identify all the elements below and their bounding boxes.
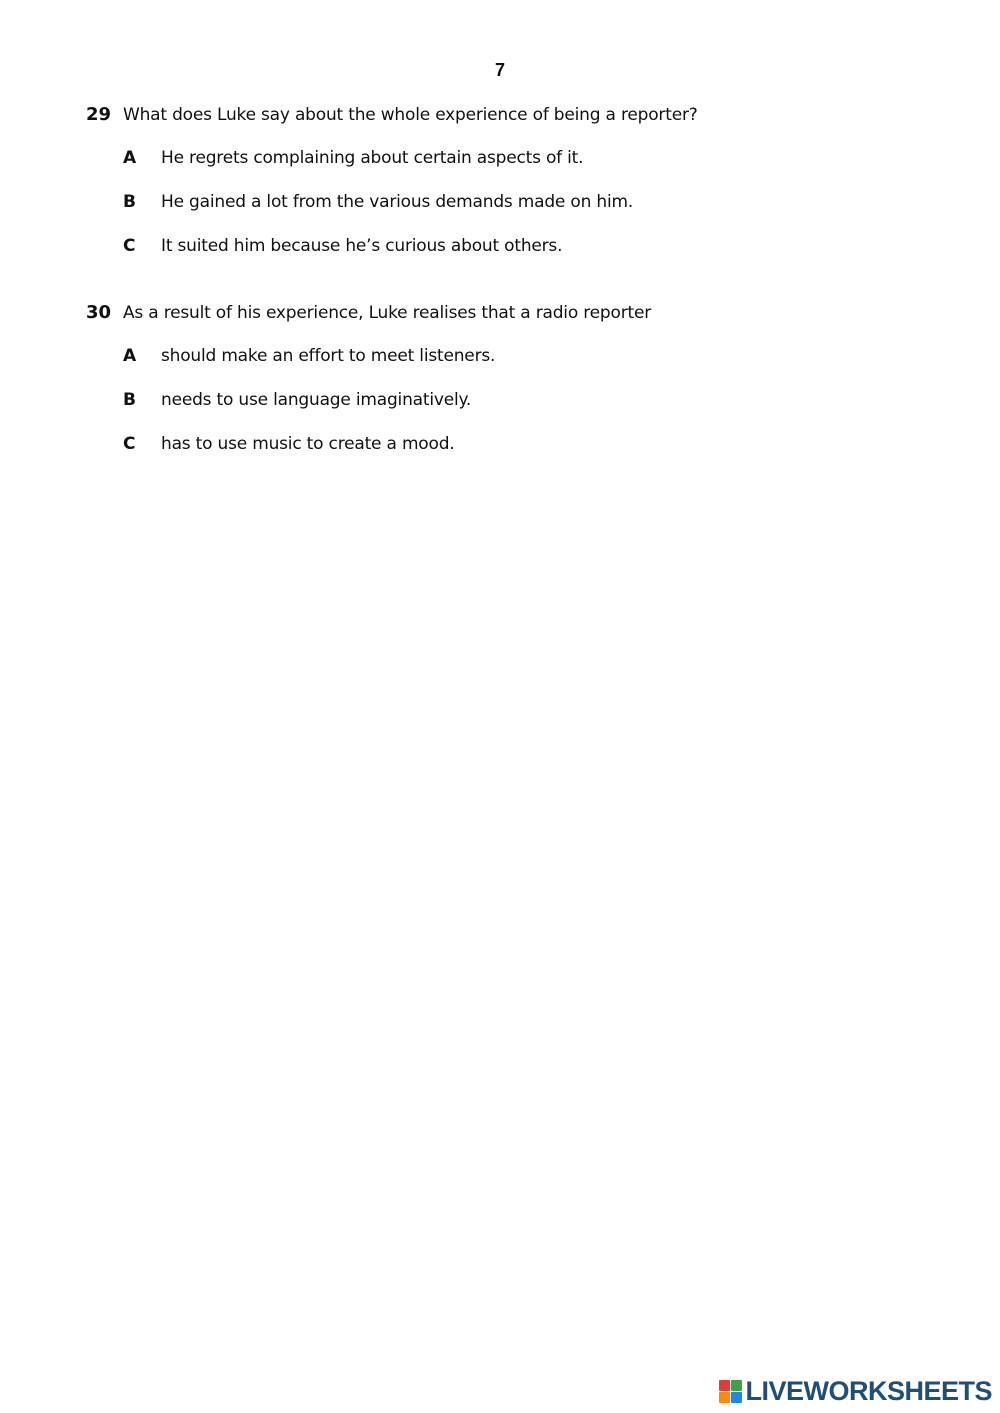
question-30	[86, 302, 966, 478]
option-letter: A	[123, 346, 137, 366]
question-number: 30	[86, 302, 112, 323]
logo-text: LIVEWORKSHEETS	[745, 1376, 992, 1406]
option-a[interactable]	[123, 346, 966, 374]
logo-square-green	[731, 1380, 742, 1391]
option-letter: C	[123, 434, 136, 454]
option-letter: C	[123, 236, 136, 256]
logo-square-orange	[719, 1392, 730, 1403]
option-text: has to use music to create a mood.	[161, 434, 455, 454]
option-c[interactable]	[123, 236, 966, 264]
option-c[interactable]	[123, 434, 966, 462]
option-letter: B	[123, 192, 136, 212]
question-stem	[86, 302, 966, 330]
answer-options	[86, 148, 966, 264]
question-text: As a result of his experience, Luke realises that a radio reporter	[123, 303, 651, 323]
question-stem	[86, 104, 966, 132]
option-letter: B	[123, 390, 136, 410]
option-letter: A	[123, 148, 137, 168]
liveworksheets-logo	[719, 1376, 992, 1407]
logo-square-blue	[731, 1392, 742, 1403]
question-text: What does Luke say about the whole experience of being a reporter?	[123, 105, 698, 125]
option-text: He regrets complaining about certain aspects of it.	[161, 148, 584, 168]
liveworksheets-logo-icon	[719, 1380, 742, 1403]
option-text: He gained a lot from the various demands made on him.	[161, 192, 634, 212]
answer-options	[86, 346, 966, 462]
option-text: It suited him because he’s curious about others.	[161, 236, 563, 256]
question-number: 29	[86, 104, 112, 125]
option-b[interactable]	[123, 390, 966, 418]
option-text: needs to use language imaginatively.	[161, 390, 472, 410]
option-text: should make an effort to meet listeners.	[161, 346, 496, 366]
page-number: 7	[494, 60, 505, 80]
option-b[interactable]	[123, 192, 966, 220]
question-29	[86, 104, 966, 280]
logo-square-red	[719, 1380, 730, 1391]
option-a[interactable]	[123, 148, 966, 176]
